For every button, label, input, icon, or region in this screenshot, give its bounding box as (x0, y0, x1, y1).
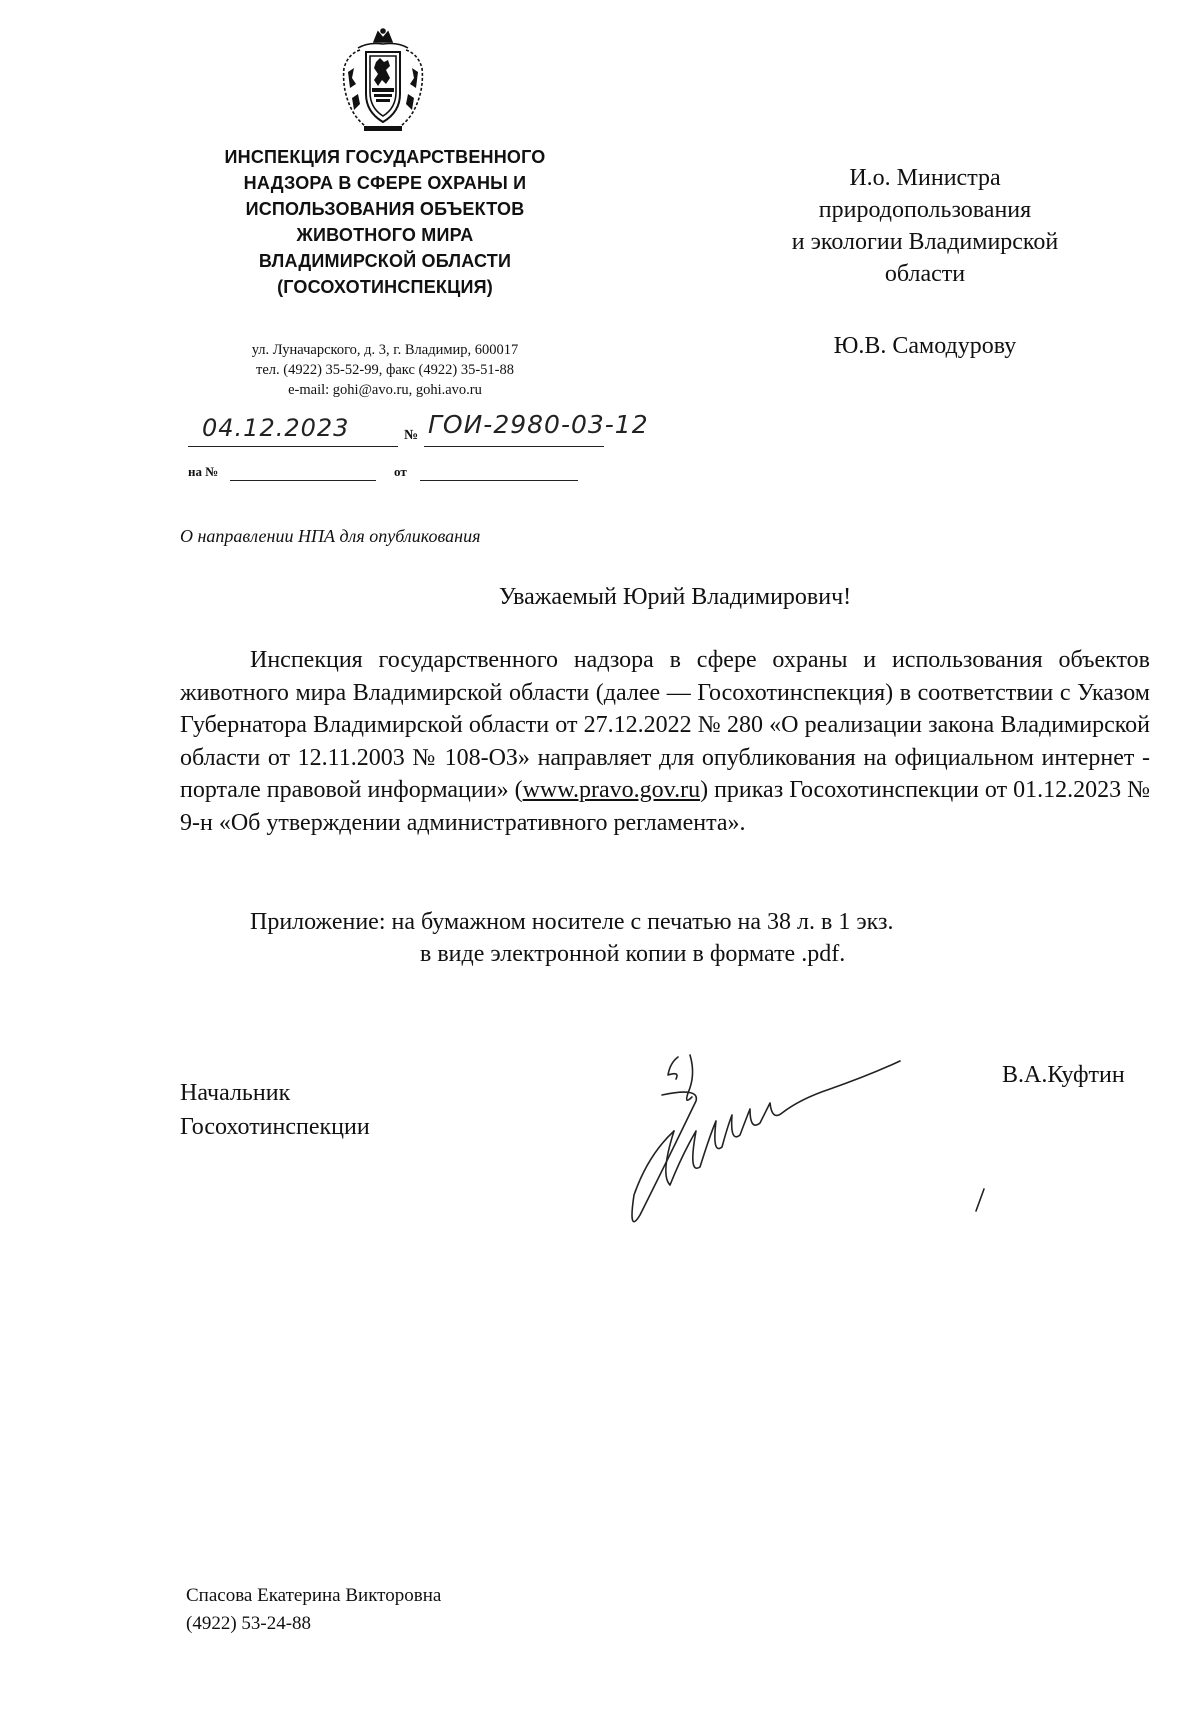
organization-name (180, 144, 590, 300)
recipient-line: природопользования (818, 197, 1032, 223)
registration-date: 04.12.2023 (202, 414, 350, 442)
appendix-line: в виде электронной копии в формате .pdf. (420, 941, 846, 967)
organization-line: ЖИВОТНОГО МИРА (296, 225, 474, 245)
organization-line: НАДЗОРА В СФЕРЕ ОХРАНЫ И (243, 173, 527, 193)
letter-subject: О направлении НПА для опубликования (180, 526, 481, 546)
contact-name: Спасова Екатерина Викторовна (186, 1585, 442, 1606)
body-text-part: ) приказ Госохотинспекции от 01.12.2023 № 9-н «Об утверждении административного регламента». (180, 777, 1150, 836)
reference-date-label: от (394, 464, 407, 479)
registration-row (188, 410, 658, 460)
handwritten-signature (600, 1035, 920, 1255)
appendix-line: Приложение: на бумажном носителе с печатью на 38 л. в 1 экз. (250, 909, 894, 935)
organization-line: ИНСПЕКЦИЯ ГОСУДАРСТВЕННОГО (224, 147, 546, 167)
pravo-gov-link[interactable]: www.pravo.gov.ru (522, 777, 701, 803)
number-underline (424, 446, 604, 447)
reference-row (188, 460, 608, 486)
signature-mark (970, 1185, 990, 1215)
registration-number: ГОИ-2980-03-12 (428, 410, 649, 439)
address-line: e-mail: gohi@avo.ru, gohi.avo.ru (288, 382, 482, 398)
signatory-title-line: Госохотинспекции (180, 1114, 370, 1140)
date-underline (188, 446, 398, 447)
appendix-block (180, 906, 1150, 970)
coat-of-arms-emblem (338, 28, 428, 134)
recipient-line: и экологии Владимирской (791, 229, 1059, 255)
organization-address (190, 340, 580, 400)
reference-number-line (230, 480, 376, 481)
address-line: тел. (4922) 35-52-99, факс (4922) 35-51-88 (256, 362, 514, 378)
recipient-line: области (884, 261, 966, 287)
contact-block (186, 1582, 441, 1638)
signatory-title-line: Начальник (180, 1080, 291, 1106)
number-label: № (404, 428, 419, 443)
signatory-name: В.А.Куфтин (1002, 1062, 1125, 1088)
letter-greeting: Уважаемый Юрий Владимирович! (498, 584, 852, 610)
reference-date-line (420, 480, 578, 481)
recipient-name: Ю.В. Самодурову (833, 333, 1017, 359)
letter-body (180, 644, 1150, 839)
recipient-block (745, 162, 1105, 290)
organization-line: ИСПОЛЬЗОВАНИЯ ОБЪЕКТОВ (245, 199, 525, 219)
organization-line: (ГОСОХОТИНСПЕКЦИЯ) (277, 277, 493, 297)
organization-line: ВЛАДИМИРСКОЙ ОБЛАСТИ (258, 251, 512, 271)
address-line: ул. Луначарского, д. 3, г. Владимир, 600017 (251, 342, 519, 358)
signatory-title (180, 1076, 370, 1144)
contact-phone: (4922) 53-24-88 (186, 1613, 312, 1634)
recipient-line: И.о. Министра (849, 165, 1001, 191)
body-text-part: Инспекция государственного надзора в сфере охраны и использования объектов животного мира Владимирской области (далее — Госохотинспекция) в соответствии с Указом Губернатора Владимирской области от 27.12.2022 № 280 «О реализации закона Владимирской области от 12.11.2003 № 108-ОЗ» направляет для опубликования на официальном интернет - портале правовой информации» ( (180, 647, 1150, 803)
reference-number-label: на № (188, 464, 219, 479)
